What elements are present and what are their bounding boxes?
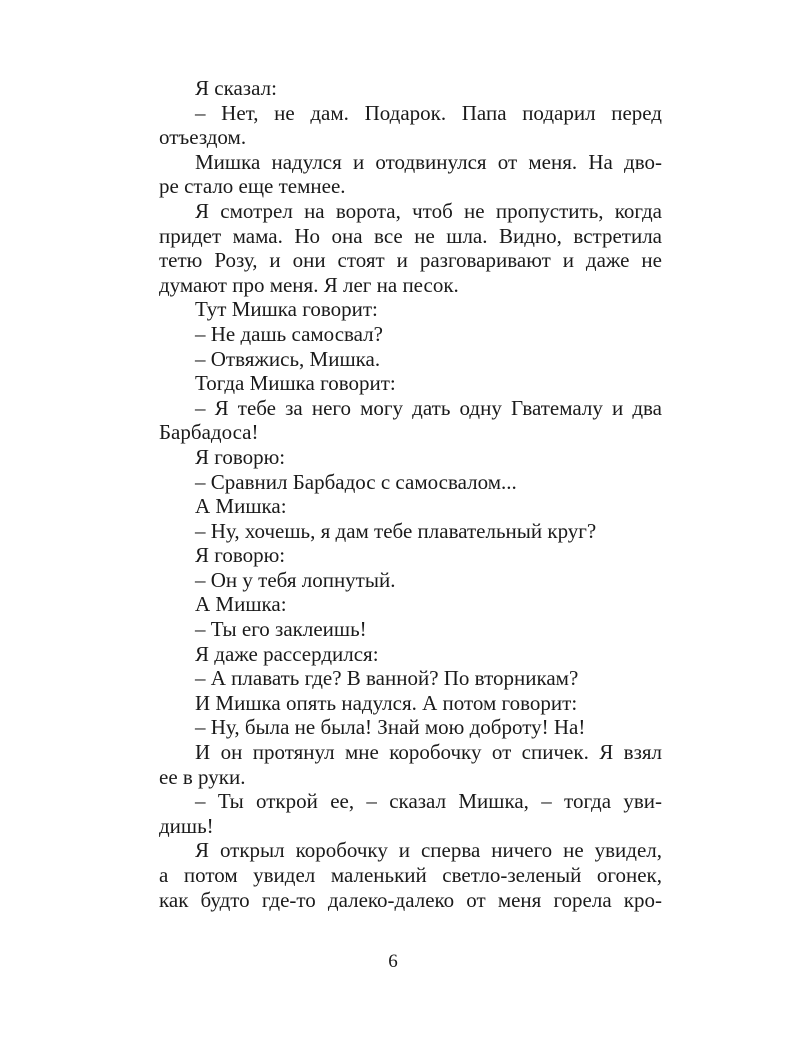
text-line: Мишка надулся и отодвинулся от меня. На дво- — [195, 149, 662, 174]
text-line: а потом увидел маленький светло-зеленый огонек, — [159, 863, 662, 887]
text-line: А Мишка: — [195, 494, 287, 519]
text-line: – Нет, не дам. Подарок. Папа подарил перед — [195, 100, 662, 125]
text-line: Тогда Мишка говорит: — [195, 371, 396, 396]
text-line: – Отвяжись, Мишка. — [195, 346, 381, 371]
text-line: Тут Мишка говорит: — [195, 297, 378, 322]
text-line: тетю Розу, и они стоят и разговаривают и даже не — [159, 248, 662, 273]
text-line: – Не дашь самосвал? — [195, 321, 383, 346]
text-line: И Мишка опять надулся. А потом говорит: — [195, 690, 578, 715]
text-line: – Ну, хочешь, я дам тебе плавательный круг? — [195, 518, 597, 543]
text-line: отъездом. — [159, 125, 247, 150]
text-line: – Ты его заклеишь! — [195, 617, 367, 642]
text-line: Я говорю: — [195, 543, 286, 568]
text-line: Я говорю: — [195, 444, 286, 469]
body-text — [159, 76, 662, 912]
text-line: думают про меня. Я лег на песок. — [159, 272, 459, 297]
text-line: ее в руки. — [159, 764, 246, 789]
text-line: ре стало еще темнее. — [159, 174, 346, 199]
text-line: Я смотрел на ворота, чтоб не пропустить, когда — [195, 198, 662, 223]
text-line: – А плавать где? В ванной? По вторникам? — [195, 666, 579, 691]
text-line: придет мама. Но она все не шла. Видно, встретила — [159, 223, 662, 248]
text-line: Барбадоса! — [159, 420, 259, 445]
text-line: Я сказал: — [195, 76, 277, 100]
page-number: 6 — [388, 951, 398, 972]
text-line: дишь! — [159, 813, 214, 838]
text-line: Я даже рассердился: — [195, 641, 379, 666]
text-line: – Я тебе за него могу дать одну Гватемалу и два — [195, 395, 662, 420]
text-line: – Сравнил Барбадос с самосвалом... — [195, 469, 517, 494]
text-line: А Мишка: — [195, 592, 287, 617]
text-line: – Он у тебя лопнутый. — [195, 567, 396, 592]
text-line: – Ты открой ее, – сказал Мишка, – тогда уви- — [195, 789, 662, 814]
text-line: Я открыл коробочку и сперва ничего не увидел, — [195, 838, 662, 863]
text-line: – Ну, была не была! Знай мою доброту! На! — [195, 715, 586, 740]
text-line: И он протянул мне коробочку от спичек. Я взял — [195, 740, 662, 765]
text-line: как будто где-то далеко-далеко от меня горела кро- — [159, 887, 662, 912]
